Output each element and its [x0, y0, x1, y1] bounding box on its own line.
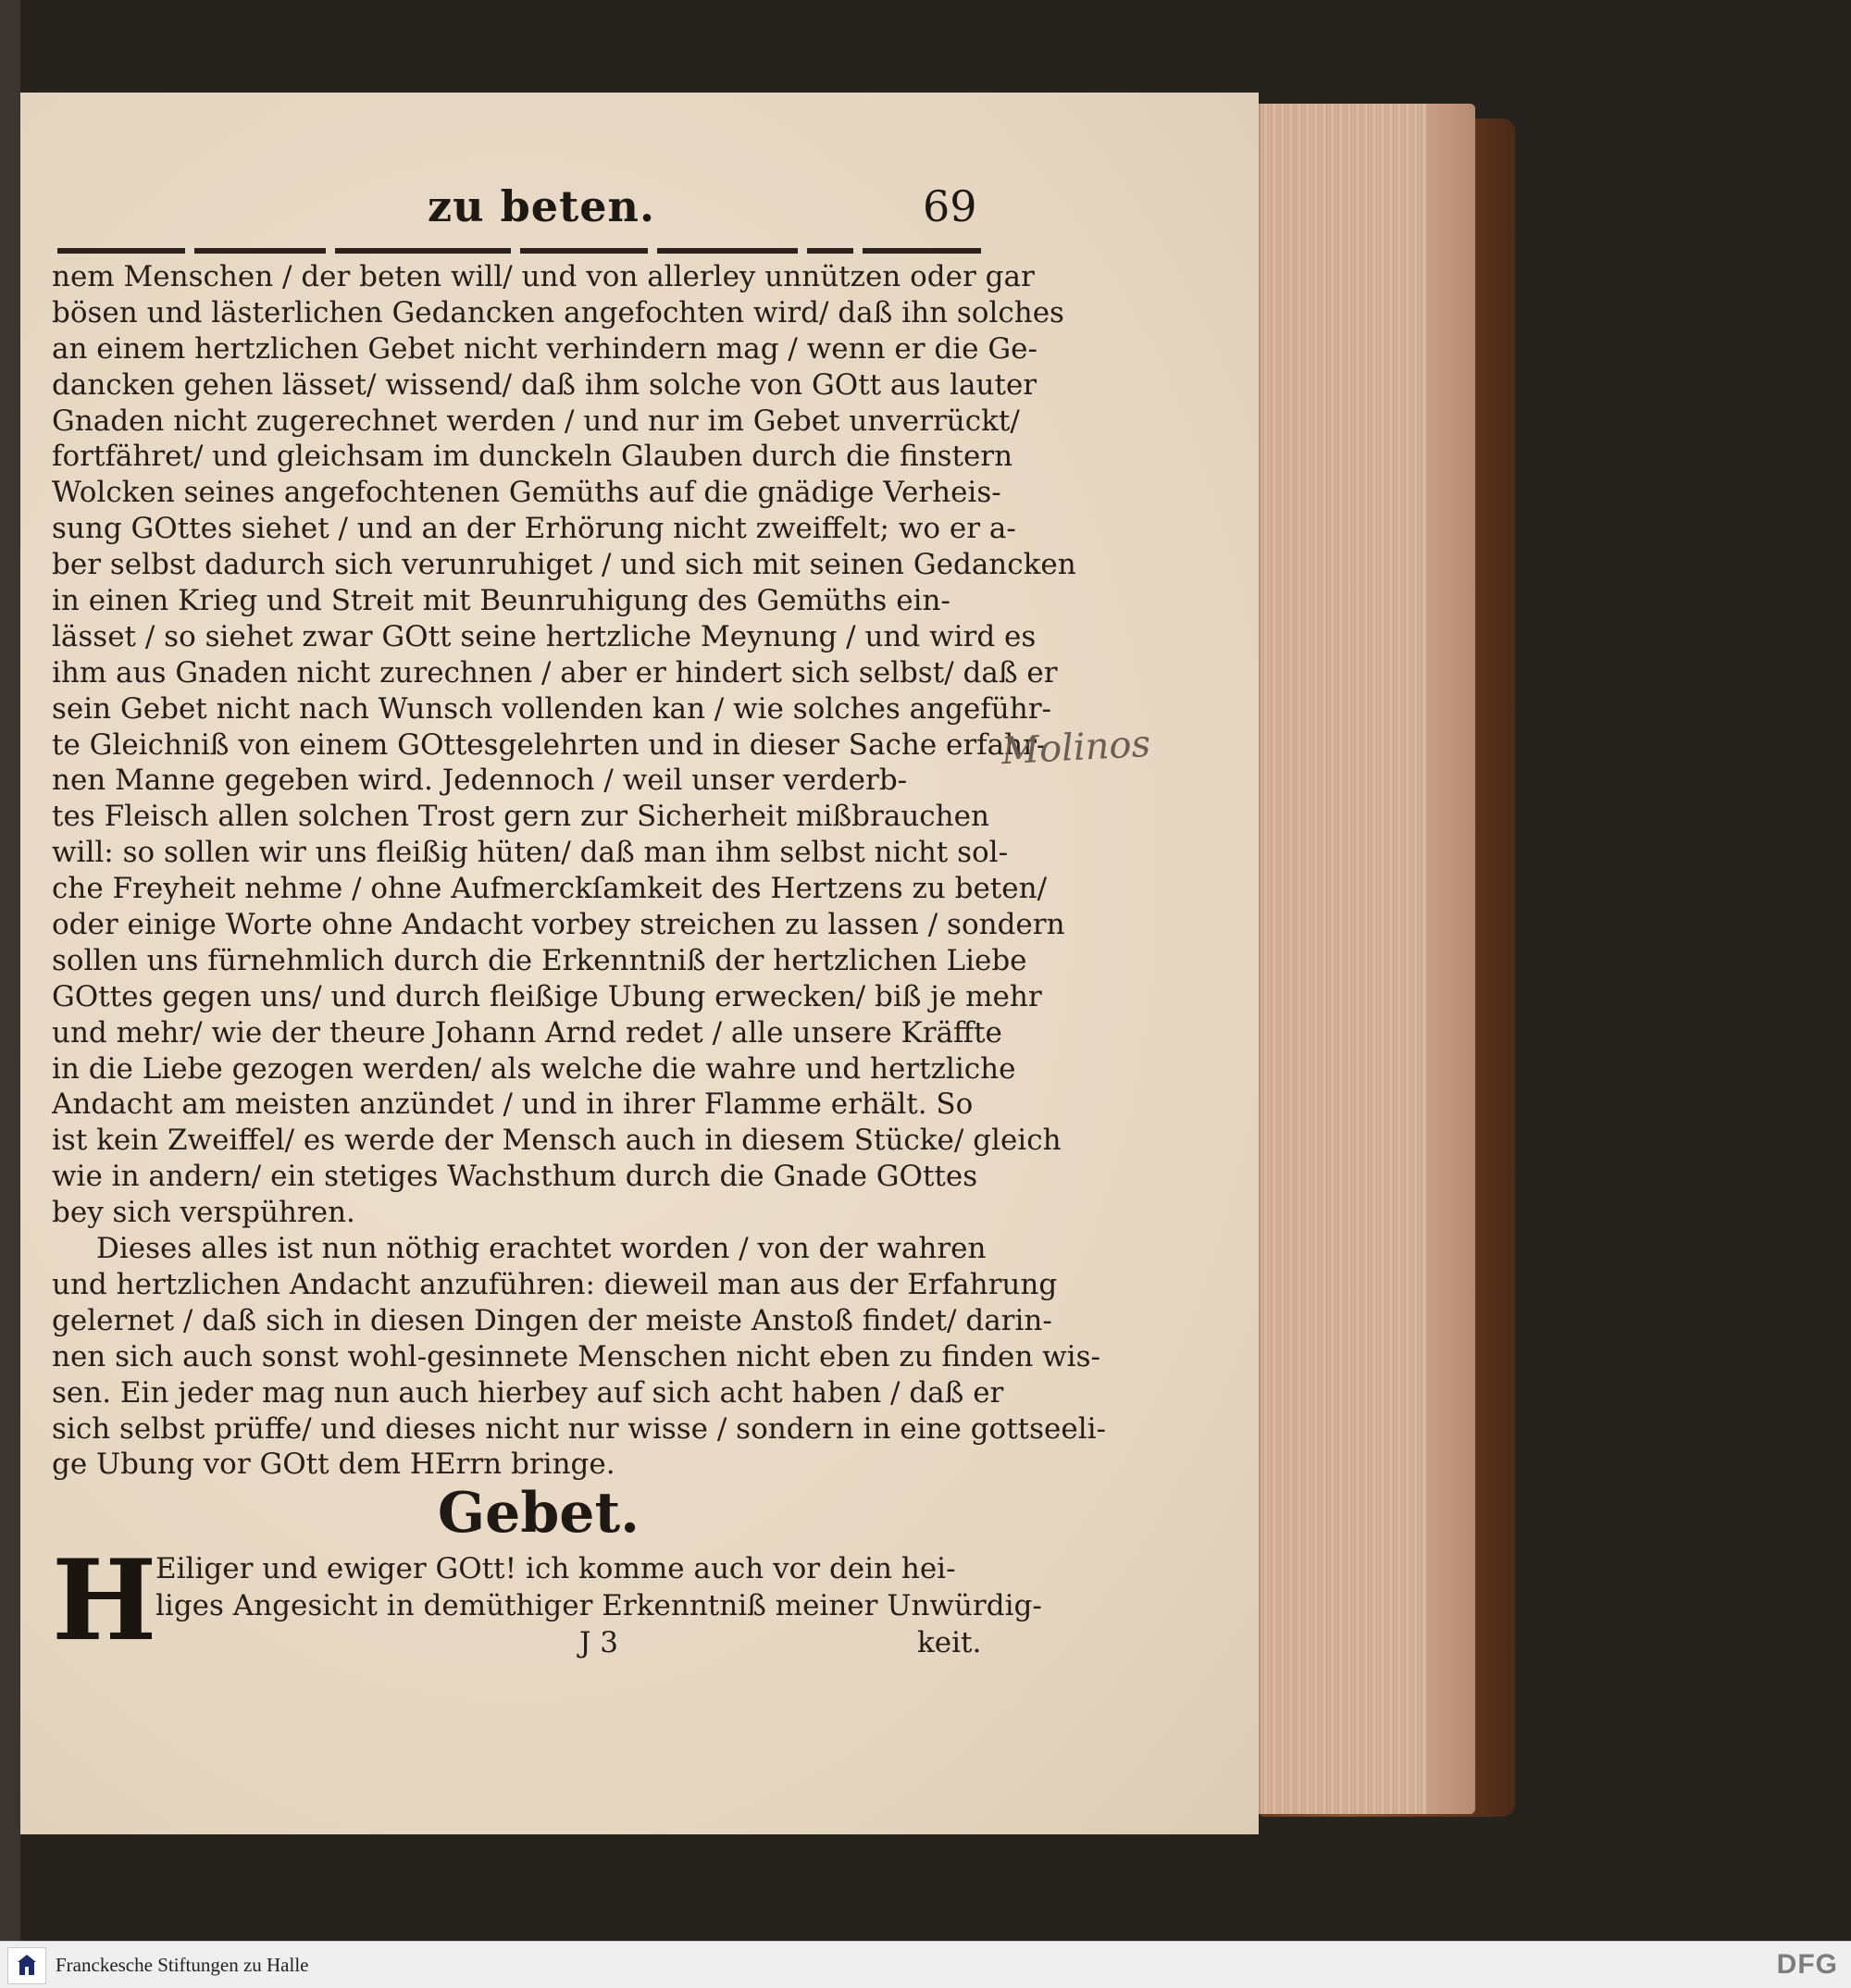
text-line: sung GOttes siehet / und an der Erhörung nicht zweiffelt; wo er a- — [52, 512, 1016, 546]
text-line: ber selbst dadurch sich verunruhiget / und sich mit seinen Gedancken — [52, 548, 1076, 582]
dfg-logo: DFG — [1776, 1949, 1838, 1980]
text-line: Gnaden nicht zugerechnet werden / und nur im Gebet unverrückt/ — [52, 404, 1020, 438]
text-line: nen sich auch sonst wohl-gesinnete Menschen nicht eben zu finden wis- — [52, 1339, 1100, 1373]
text-line: che Freyheit nehme / ohne Aufmerckſamkeit des Hertzens zu beten/ — [52, 872, 1048, 906]
text-line: gelernet / daß sich in diesen Dingen der meiste Anstoß findet/ darin- — [52, 1303, 1052, 1337]
text-line: Wolcken seines angefochtenen Gemüths auf die gnädige Verheis- — [52, 476, 1001, 510]
handwritten-note: Molinos — [1000, 722, 1152, 774]
text-line: in die Liebe gezogen werden/ als welche die wahre und hertzliche — [52, 1051, 1016, 1086]
text-line: GOttes gegen uns/ und durch fleißige Ubung erwecken/ biß je mehr — [52, 979, 1042, 1013]
viewer-footer — [0, 1941, 1851, 1988]
signature-mark: J 3 — [579, 1626, 619, 1659]
catchword: keit. — [917, 1626, 982, 1659]
text-line: te Gleichniß von einem GOttesgelehrten und in dieser Sache erfahr- — [52, 727, 1047, 762]
text-line: Dieses alles ist nun nöthig erachtet worden / von der wahren — [96, 1232, 987, 1266]
page-number: 69 — [923, 181, 977, 231]
page-edges — [1259, 104, 1475, 1814]
prayer-footer-line — [52, 1624, 987, 1661]
text-line: nen Manne gegeben wird. Jedennoch / weil unser verderb- — [52, 764, 908, 798]
text-line: nem Menschen / der beten will/ und von allerley unnützen oder gar — [52, 260, 1035, 293]
text-line: bey sich verspühren. — [52, 1196, 355, 1230]
text-line: lässet / so siehet zwar GOtt seine hertzliche Meynung / und wird es — [52, 619, 1037, 653]
text-line: sollen uns fürnehmlich durch die Erkenntniß der hertzlichen Liebe — [52, 943, 1027, 977]
text-line: sein Gebet nicht nach Wunsch vollenden kan / wie solches angeführ- — [52, 691, 1051, 726]
prayer-heading: Gebet. — [437, 1481, 640, 1546]
text-line: oder einige Worte ohne Andacht vorbey streichen zu lassen / sondern — [52, 908, 1065, 942]
text-line: Andacht am meisten anzündet / und in ihrer Flamme erhält. So — [52, 1087, 974, 1122]
prayer-line: Eiliger und ewiger GOtt! ich komme auch vor dein hei- — [155, 1552, 956, 1585]
prayer-text — [52, 1535, 1042, 1666]
text-line: und mehr/ wie der theure Johann Arnd redet / alle unsere Kräffte — [52, 1015, 1002, 1050]
text-line: fortfähret/ und gleichsam im dunckeln Glauben durch die finstern — [52, 440, 1013, 474]
text-line: und hertzlichen Andacht anzuführen: dieweil man aus der Erfahrung — [52, 1267, 1058, 1301]
text-line: bösen und lästerlichen Gedancken angefochten wird/ daß ihn solches — [52, 295, 1064, 329]
text-line: sich selbst prüffe/ und dieses nicht nur wisse / sondern in eine gottseeli- — [52, 1411, 1107, 1446]
text-line: an einem hertzlichen Gebet nicht verhindern mag / wenn er die Ge- — [52, 331, 1037, 366]
book-page — [20, 93, 1259, 1834]
running-title: zu beten. — [428, 181, 655, 231]
left-book-edge — [0, 0, 20, 1941]
text-line: ist kein Zweiffel/ es werde der Mensch auch in diesem Stücke/ gleich — [52, 1124, 1062, 1158]
text-line: ihm aus Gnaden nicht zurechnen / aber er hindert sich selbst/ daß er — [52, 655, 1058, 690]
text-line: in einen Krieg und Streit mit Beunruhigung des Gemüths ein- — [52, 584, 950, 618]
text-line: will: so sollen wir uns fleißig hüten/ daß man ihm selbst nicht sol- — [52, 836, 1009, 870]
text-line: tes Fleisch allen solchen Trost gern zur Sicherheit mißbrauchen — [52, 800, 989, 834]
text-line: ge Ubung vor GOtt dem HErrn bringe. — [52, 1448, 615, 1482]
decorated-initial: H — [52, 1535, 157, 1666]
text-line: wie in andern/ ein stetiges Wachsthum durch die Gnade GOttes — [52, 1160, 978, 1194]
text-line: dancken gehen lässet/ wissend/ daß ihm solche von GOtt aus lauter — [52, 367, 1037, 402]
prayer-line: liges Angesicht in demüthiger Erkenntniß meiner Unwürdig- — [155, 1589, 1042, 1622]
institution-name: Franckesche Stiftungen zu Halle — [56, 1954, 309, 1976]
institution-logo-icon — [7, 1947, 46, 1984]
page-header — [20, 174, 1259, 239]
text-line: sen. Ein jeder mag nun auch hierbey auf sich acht haben / daß er — [52, 1375, 1004, 1410]
